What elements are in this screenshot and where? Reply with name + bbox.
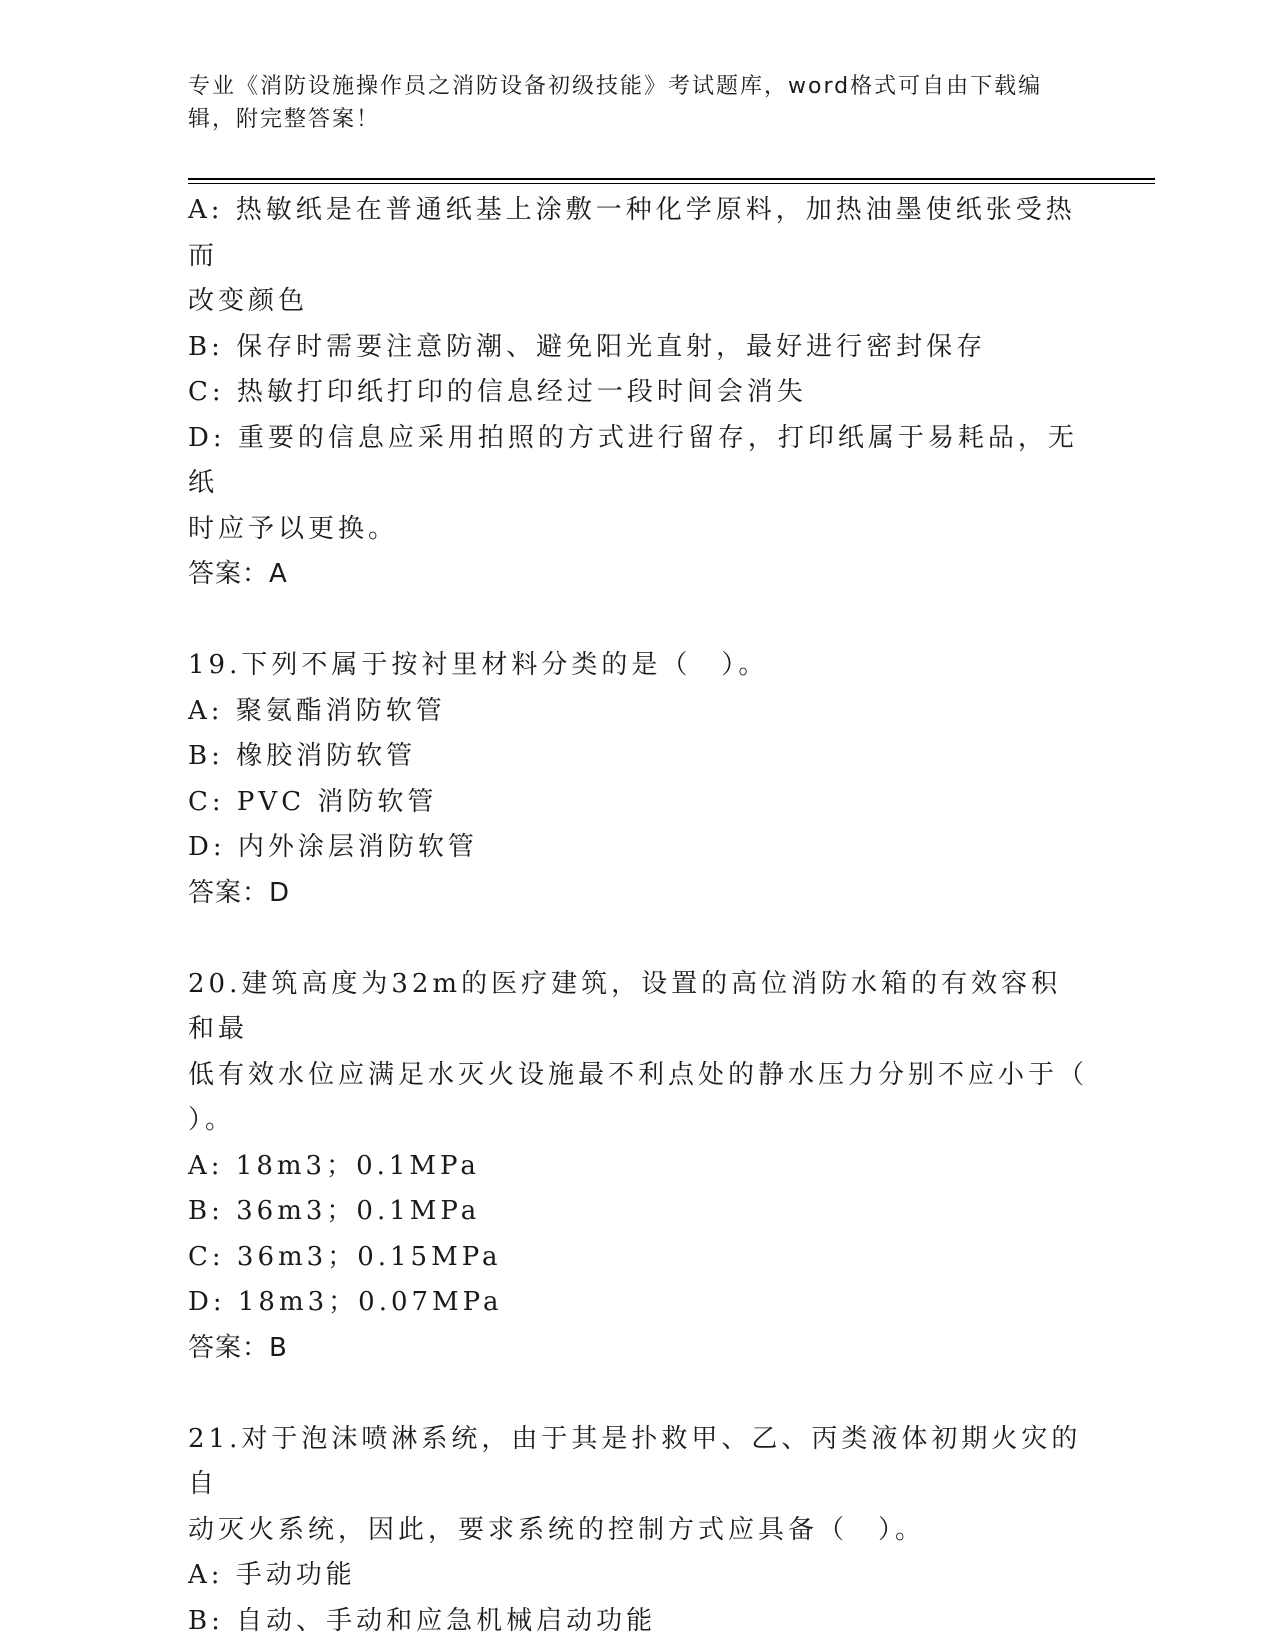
- question-20-block: [188, 962, 1088, 1372]
- q19-option-a: A: 聚氨酯消防软管: [188, 695, 446, 726]
- header-rule-thin: [188, 183, 1155, 184]
- header-line-1: 专业《消防设施操作员之消防设备初级技能》考试题库，word格式可自由下载编: [188, 74, 1043, 99]
- question-21-block: [188, 1417, 1088, 1645]
- q18-option-b: B: 保存时需要注意防潮、避免阳光直射，最好进行密封保存: [188, 331, 987, 362]
- q18-answer: 答案：A: [188, 559, 288, 589]
- q20-stem-line-2: 低有效水位应满足水灭火设施最不利点处的静水压力分别不应小于（: [188, 1059, 1089, 1090]
- q21-option-a: A: 手动功能: [188, 1560, 356, 1590]
- spacer: [188, 598, 1088, 644]
- q21-stem-line-2: 动灭火系统，因此，要求系统的控制方式应具备（ ）。: [188, 1514, 926, 1545]
- header-rule-thick: [188, 178, 1155, 180]
- q18-option-d-line-2: 时应予以更换。: [188, 513, 399, 544]
- q20-stem-line-3: ）。: [188, 1105, 236, 1135]
- q20-option-b: B: 36m3；0.1MPa: [188, 1196, 481, 1226]
- q19-option-b: B: 橡胶消防软管: [188, 741, 417, 771]
- q19-answer: 答案：D: [188, 877, 291, 908]
- q18-option-a-line-1: A: 热敏纸是在普通纸基上涂敷一种化学原料，加热油墨使纸张受热而: [188, 195, 1076, 271]
- q19-stem: 19.下列不属于按衬里材料分类的是（ ）。: [188, 650, 769, 680]
- spacer: [188, 1371, 1088, 1417]
- q21-option-b: B: 自动、手动和应急机械启动功能: [188, 1605, 657, 1636]
- document-header: [188, 70, 1088, 136]
- q20-stem-line-1: 20.建筑高度为32m的医疗建筑，设置的高位消防水箱的有效容积和最: [188, 968, 1062, 1044]
- spacer: [188, 916, 1088, 962]
- q20-option-a: A: 18m3；0.1MPa: [188, 1150, 480, 1181]
- q19-option-d: D: 内外涂层消防软管: [188, 832, 478, 862]
- question-19-block: [188, 643, 1088, 916]
- question-content: [188, 188, 1088, 1644]
- q18-option-c: C: 热敏打印纸打印的信息经过一段时间会消失: [188, 377, 807, 407]
- q18-option-d-line-1: D: 重要的信息应采用拍照的方式进行留存，打印纸属于易耗品，无纸: [188, 422, 1078, 498]
- q21-stem-line-1: 21.对于泡沫喷淋系统，由于其是扑救甲、乙、丙类液体初期火灾的自: [188, 1423, 1082, 1499]
- q19-option-c: C: PVC 消防软管: [188, 786, 438, 817]
- question-18-block: [188, 188, 1088, 598]
- q20-option-d: D: 18m3；0.07MPa: [188, 1287, 503, 1317]
- q18-option-a-line-2: 改变颜色: [188, 286, 309, 316]
- q20-option-c: C: 36m3；0.15MPa: [188, 1241, 502, 1272]
- q20-answer: 答案：B: [188, 1332, 288, 1363]
- header-line-2: 辑，附完整答案！: [188, 107, 381, 132]
